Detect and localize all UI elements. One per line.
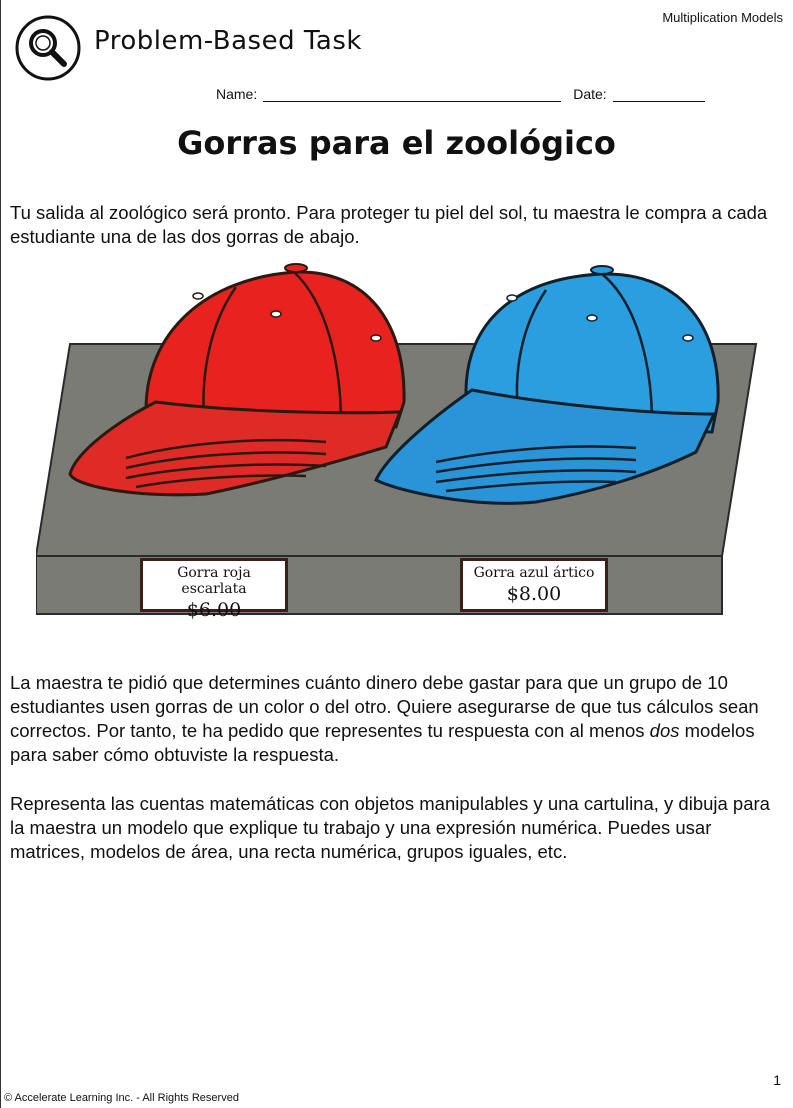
caps-illustration — [36, 262, 760, 621]
page-left-rule — [0, 0, 1, 1108]
red-cap-price: $6.00 — [186, 599, 242, 621]
date-label: Date: — [573, 86, 607, 102]
magnifier-icon — [14, 14, 82, 82]
footer-copyright: © Accelerate Learning Inc. - All Rights Reserved — [4, 1092, 239, 1104]
task-emphasis: dos — [649, 720, 680, 741]
task-paragraph — [10, 671, 785, 767]
blue-cap-price: $8.00 — [506, 583, 562, 605]
name-date-row — [216, 86, 705, 102]
blue-cap-name: Gorra azul ártico — [473, 565, 595, 581]
intro-paragraph: Tu salida al zoológico será pronto. Para proteger tu piel del sol, tu maestra le compra a cada estudiante una de las dos gorras de abajo. — [10, 202, 768, 247]
page-number: 1 — [773, 1072, 781, 1088]
blue-cap-price-tag — [460, 558, 608, 612]
task-type-label: Problem-Based Task — [94, 26, 362, 56]
red-cap-price-tag — [140, 558, 288, 621]
header-topic: Multiplication Models — [662, 10, 783, 25]
name-field[interactable] — [263, 88, 561, 102]
name-label: Name: — [216, 86, 258, 102]
instructions-paragraph: Representa las cuentas matemáticas con objetos manipulables y una cartulina, y dibuja para la maestra un modelo que explique tu trabajo y una expresión numérica. Puedes usar matrices, modelos de área, una recta numérica, grupos iguales, etc. — [10, 793, 770, 862]
task-text-part2: modelos para saber cómo obtuviste la respuesta. — [10, 720, 755, 765]
red-cap-name: Gorra roja escarlata — [177, 565, 251, 597]
date-field[interactable] — [613, 88, 705, 102]
page-title: Gorras para el zoológico — [177, 124, 616, 162]
task-text-part1: La maestra te pidió que determines cuánto dinero debe gastar para que un grupo de 10 estudiantes usen gorras de un color o del otro. Quiere asegurarse de que tus cálculos sean correctos. Por tanto, te ha pedido que representes tu respuesta con al menos — [10, 672, 759, 741]
